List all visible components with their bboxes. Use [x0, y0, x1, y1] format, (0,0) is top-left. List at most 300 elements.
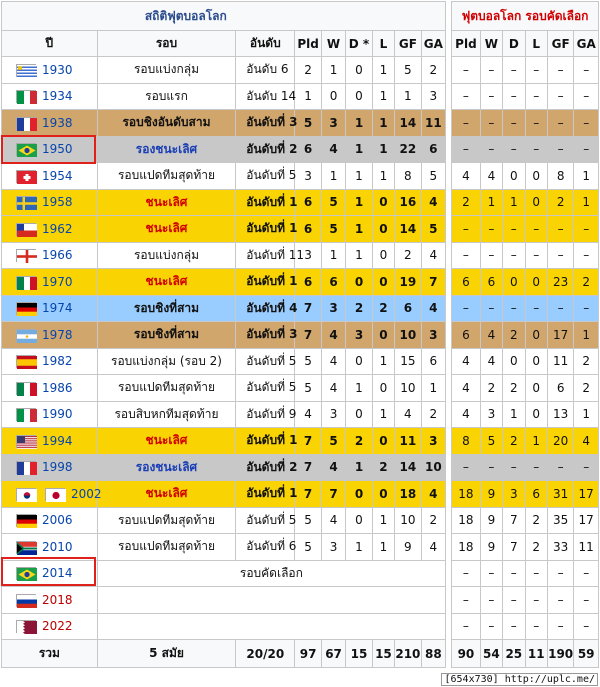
- round-cell: รอบแบ่งกลุ่ม: [97, 242, 236, 269]
- year-link[interactable]: 2018: [42, 592, 73, 607]
- q-stat-cell: 6: [547, 375, 573, 402]
- arg-flag-icon: [16, 329, 36, 342]
- year-cell[interactable]: [2, 401, 98, 428]
- totals-titles: 5 สมัย: [97, 640, 236, 668]
- wc-stat-cell: 1: [372, 163, 394, 190]
- year-link[interactable]: 1958: [42, 195, 73, 210]
- q-stat-cell: 4: [480, 348, 502, 375]
- wc-stat-cell: 1: [346, 163, 372, 190]
- q-stat-cell: 9: [480, 507, 502, 534]
- wc-stat-cell: 4: [321, 454, 345, 481]
- round-cell: รอบแบ่งกลุ่ม: [97, 57, 236, 84]
- table-row: [2, 269, 599, 296]
- totals-q-cell: 54: [480, 640, 502, 668]
- table-row: [2, 481, 599, 508]
- round-cell[interactable]: รองชนะเลิศ: [97, 454, 236, 481]
- q-stat-cell: –: [480, 216, 502, 243]
- wc-stat-cell: 4: [421, 534, 445, 561]
- q-stat-cell: 11: [547, 348, 573, 375]
- qualification-group-header: ฟุตบอลโลก รอบคัดเลือก: [452, 2, 599, 31]
- rank-cell: อันดับที่ 5: [236, 507, 295, 534]
- wc-stat-cell: 2: [421, 507, 445, 534]
- q-stat-cell: –: [574, 136, 599, 163]
- year-cell[interactable]: [2, 269, 98, 296]
- q-stat-cell: –: [574, 560, 599, 587]
- wc-stat-cell: 14: [395, 454, 421, 481]
- rank-cell: อันดับ 14: [236, 83, 295, 110]
- year-cell[interactable]: [2, 216, 98, 243]
- year-link[interactable]: 2010: [42, 539, 73, 554]
- wc-stat-cell: 3: [295, 242, 321, 269]
- wc-stat-cell: 0: [372, 216, 394, 243]
- round-cell[interactable]: ชนะเลิศ: [97, 269, 236, 296]
- year-cell[interactable]: [2, 57, 98, 84]
- rank-cell: อันดับที่ 1: [236, 481, 295, 508]
- q-stat-cell: 11: [574, 534, 599, 561]
- round-header: รอบ: [97, 31, 236, 57]
- q-stat-cell: –: [547, 57, 573, 84]
- totals-wc-cell: 210: [395, 640, 421, 668]
- q-stat-cell: –: [525, 57, 547, 84]
- wc-stat-cell: 0: [346, 57, 372, 84]
- year-cell[interactable]: [2, 507, 98, 534]
- kor-flag-icon: [16, 488, 36, 501]
- wc-stat-cell: 1: [321, 57, 345, 84]
- q-stat-cell: 0: [525, 401, 547, 428]
- chi-flag-icon: [16, 223, 36, 236]
- q-stat-cell: 2: [503, 428, 525, 455]
- wc-stat-cell: 0: [372, 242, 394, 269]
- wc-stat-cell: 3: [295, 163, 321, 190]
- wc-stat-cell: 11: [395, 428, 421, 455]
- wc-stat-cell: 2: [372, 295, 394, 322]
- wc-stat-cell: 4: [321, 375, 345, 402]
- q-stat-cell: 9: [480, 534, 502, 561]
- year-link[interactable]: 1974: [42, 301, 73, 316]
- round-cell: รอบชิงอันดับสาม: [97, 110, 236, 137]
- year-cell[interactable]: [2, 587, 98, 614]
- q-stat-cell: 0: [525, 269, 547, 296]
- q-stat-cell: 8: [452, 428, 481, 455]
- wc-stat-cell: 1: [321, 163, 345, 190]
- qat-flag-icon: [16, 620, 36, 633]
- highlight-box-2014: [1, 557, 96, 586]
- wc-stat-cell: 0: [346, 401, 372, 428]
- round-cell[interactable]: รองชนะเลิศ: [97, 136, 236, 163]
- q-stat-cell: –: [547, 454, 573, 481]
- table-row: [2, 507, 599, 534]
- year-link[interactable]: 2002: [71, 486, 102, 501]
- wc-stat-cell: 1: [372, 110, 394, 137]
- year-link[interactable]: 1990: [42, 407, 73, 422]
- wc-stat-cell: 15: [395, 348, 421, 375]
- q-stat-cell: –: [574, 216, 599, 243]
- q-stat-cell: –: [452, 216, 481, 243]
- q-stat-cell: –: [480, 295, 502, 322]
- q-stat-cell: –: [574, 454, 599, 481]
- q-stat-cell: –: [503, 295, 525, 322]
- table-row: [2, 83, 599, 110]
- wc-stat-cell: 14: [395, 110, 421, 137]
- wc-stat-cell: 5: [295, 507, 321, 534]
- q-col-header-pld: Pld: [452, 31, 481, 57]
- q-stat-cell: –: [452, 242, 481, 269]
- q-stat-cell: –: [547, 560, 573, 587]
- wc-stat-cell: 10: [395, 322, 421, 349]
- year-link[interactable]: 1986: [42, 380, 73, 395]
- year-cell[interactable]: [2, 454, 98, 481]
- year-cell[interactable]: [2, 242, 98, 269]
- q-stat-cell: –: [452, 295, 481, 322]
- wc-stat-cell: 22: [395, 136, 421, 163]
- wc-stat-cell: 0: [346, 481, 372, 508]
- wc-stat-cell: 10: [421, 454, 445, 481]
- wc-stat-cell: 5: [295, 375, 321, 402]
- year-link[interactable]: 1930: [42, 62, 73, 77]
- year-link[interactable]: 1998: [42, 460, 73, 475]
- year-link[interactable]: 2006: [42, 513, 73, 528]
- q-stat-cell: 4: [452, 348, 481, 375]
- wc-stat-cell: 2: [295, 57, 321, 84]
- totals-label: รวม: [2, 640, 98, 668]
- q-stat-cell: 35: [547, 507, 573, 534]
- q-stat-cell: 18: [452, 534, 481, 561]
- rank-cell: อันดับที่ 2: [236, 136, 295, 163]
- q-stat-cell: 0: [525, 322, 547, 349]
- table-row: [2, 613, 599, 640]
- year-cell[interactable]: [2, 322, 98, 349]
- wc-stat-cell: 10: [395, 375, 421, 402]
- round-cell: [97, 613, 445, 640]
- wc-stat-cell: 6: [421, 136, 445, 163]
- wc-stat-cell: 1: [321, 242, 345, 269]
- rank-cell: อันดับที่ 9: [236, 401, 295, 428]
- totals-wc-cell: 67: [321, 640, 345, 668]
- q-stat-cell: –: [480, 83, 502, 110]
- wc-stat-cell: 18: [395, 481, 421, 508]
- totals-row: [2, 640, 599, 668]
- wc-stat-cell: 4: [321, 322, 345, 349]
- wc-stat-cell: 4: [395, 401, 421, 428]
- q-stat-cell: 8: [547, 163, 573, 190]
- year-link[interactable]: 1978: [42, 327, 73, 342]
- year-cell[interactable]: [2, 163, 98, 190]
- mex-flag-icon: [16, 276, 36, 289]
- q-stat-cell: 17: [574, 507, 599, 534]
- wc-stat-cell: 5: [321, 189, 345, 216]
- q-stat-cell: –: [525, 587, 547, 614]
- q-stat-cell: 4: [452, 375, 481, 402]
- q-stat-cell: –: [503, 613, 525, 640]
- wc-stat-cell: 1: [372, 534, 394, 561]
- wc-stat-cell: 6: [421, 348, 445, 375]
- table-row: [2, 57, 599, 84]
- wc-stat-cell: 6: [295, 216, 321, 243]
- q-stat-cell: 2: [480, 375, 502, 402]
- q-stat-cell: –: [480, 110, 502, 137]
- wc-stat-cell: 5: [395, 57, 421, 84]
- q-stat-cell: –: [480, 613, 502, 640]
- wc-stat-cell: 9: [395, 534, 421, 561]
- q-stat-cell: 2: [503, 375, 525, 402]
- q-stat-cell: –: [503, 136, 525, 163]
- q-stat-cell: –: [525, 454, 547, 481]
- wc-stat-cell: 1: [372, 507, 394, 534]
- q-stat-cell: –: [480, 454, 502, 481]
- wc-stat-cell: 1: [346, 454, 372, 481]
- wc-stat-cell: 2: [346, 428, 372, 455]
- watermark: [654x730] http://uplc.me/: [441, 673, 598, 686]
- year-cell[interactable]: [2, 189, 98, 216]
- totals-q-cell: 190: [547, 640, 573, 668]
- round-cell: รอบชิงที่สาม: [97, 322, 236, 349]
- wc-stat-cell: 2: [372, 454, 394, 481]
- wc-stat-cell: 7: [295, 295, 321, 322]
- wc-stat-cell: 4: [421, 242, 445, 269]
- wc-col-header-gf: GF: [395, 31, 421, 57]
- year-link[interactable]: 1954: [42, 168, 73, 183]
- q-col-header-d: D: [503, 31, 525, 57]
- wc-stat-cell: 1: [372, 57, 394, 84]
- round-cell: รอบแปดทีมสุดท้าย: [97, 507, 236, 534]
- wc-stat-cell: 1: [372, 83, 394, 110]
- q-col-header-gf: GF: [547, 31, 573, 57]
- wc-stat-cell: 3: [421, 322, 445, 349]
- rank-cell: อันดับที่ 5: [236, 348, 295, 375]
- q-stat-cell: 4: [574, 428, 599, 455]
- wc-stat-cell: 3: [321, 534, 345, 561]
- year-cell[interactable]: [2, 295, 98, 322]
- q-stat-cell: –: [480, 136, 502, 163]
- round-cell: รอบสิบหกทีมสุดท้าย: [97, 401, 236, 428]
- wc-stat-cell: 0: [372, 375, 394, 402]
- round-cell[interactable]: ชนะเลิศ: [97, 189, 236, 216]
- q-stat-cell: 1: [503, 401, 525, 428]
- q-stat-cell: 4: [452, 401, 481, 428]
- year-link[interactable]: 2022: [42, 619, 73, 634]
- totals-q-cell: 59: [574, 640, 599, 668]
- q-stat-cell: –: [503, 216, 525, 243]
- q-stat-cell: 6: [452, 322, 481, 349]
- rank-cell: อันดับที่ 6: [236, 534, 295, 561]
- q-stat-cell: –: [503, 587, 525, 614]
- q-stat-cell: –: [547, 613, 573, 640]
- eng-flag-icon: [16, 249, 36, 262]
- table-row: [2, 587, 599, 614]
- q-col-header-l: L: [525, 31, 547, 57]
- table-row: [2, 375, 599, 402]
- q-stat-cell: 2: [452, 189, 481, 216]
- rank-cell: อันดับที่ 3: [236, 110, 295, 137]
- rank-cell: อันดับที่ 5: [236, 163, 295, 190]
- wc-stat-cell: 3: [346, 322, 372, 349]
- table-row: [2, 428, 599, 455]
- q-stat-cell: –: [574, 613, 599, 640]
- esp-flag-icon: [16, 355, 36, 368]
- q-stat-cell: 2: [574, 375, 599, 402]
- q-stat-cell: 2: [574, 269, 599, 296]
- year-cell[interactable]: [2, 613, 98, 640]
- q-stat-cell: –: [547, 295, 573, 322]
- wc-stat-cell: 5: [295, 348, 321, 375]
- wc-stat-cell: 5: [421, 163, 445, 190]
- q-stat-cell: 2: [503, 322, 525, 349]
- q-col-header-ga: GA: [574, 31, 599, 57]
- rank-cell: อันดับที่ 5: [236, 375, 295, 402]
- totals-wc-cell: 15: [372, 640, 394, 668]
- wc-stat-cell: 2: [346, 295, 372, 322]
- wc-stat-cell: 19: [395, 269, 421, 296]
- q-stat-cell: 17: [574, 481, 599, 508]
- wc-stat-cell: 3: [321, 295, 345, 322]
- wc-stat-cell: 0: [372, 428, 394, 455]
- wc-stat-cell: 1: [346, 534, 372, 561]
- q-stat-cell: –: [547, 587, 573, 614]
- q-stat-cell: –: [547, 136, 573, 163]
- year-link[interactable]: 1982: [42, 354, 73, 369]
- totals-wc-cell: 15: [346, 640, 372, 668]
- wc-stat-cell: 7: [295, 454, 321, 481]
- q-stat-cell: –: [452, 57, 481, 84]
- wc-stat-cell: 0: [372, 322, 394, 349]
- uru-flag-icon: [16, 64, 36, 77]
- totals-q-cell: 11: [525, 640, 547, 668]
- wc-stat-cell: 8: [395, 163, 421, 190]
- year-link[interactable]: 1938: [42, 115, 73, 130]
- wc-stat-cell: 1: [346, 242, 372, 269]
- table-row: [2, 110, 599, 137]
- q-stat-cell: 3: [480, 401, 502, 428]
- ita-flag-icon: [16, 408, 36, 421]
- q-stat-cell: 9: [480, 481, 502, 508]
- q-stat-cell: –: [503, 242, 525, 269]
- table-row: [2, 401, 599, 428]
- wc-stat-cell: 0: [372, 189, 394, 216]
- wc-stat-cell: 5: [321, 428, 345, 455]
- round-cell: รอบแบ่งกลุ่ม (รอบ 2): [97, 348, 236, 375]
- wc-stat-cell: 4: [421, 189, 445, 216]
- wc-stat-cell: 0: [346, 269, 372, 296]
- q-stat-cell: 0: [503, 269, 525, 296]
- rank-header: อันดับ: [236, 31, 295, 57]
- q-stat-cell: 23: [547, 269, 573, 296]
- year-link[interactable]: 1966: [42, 248, 73, 263]
- q-stat-cell: –: [525, 216, 547, 243]
- q-stat-cell: 1: [525, 428, 547, 455]
- q-stat-cell: 0: [525, 348, 547, 375]
- q-stat-cell: –: [503, 454, 525, 481]
- q-stat-cell: 1: [480, 189, 502, 216]
- q-stat-cell: 13: [547, 401, 573, 428]
- q-stat-cell: 20: [547, 428, 573, 455]
- q-stat-cell: –: [525, 242, 547, 269]
- year-link[interactable]: 1970: [42, 274, 73, 289]
- q-stat-cell: –: [503, 560, 525, 587]
- wc-stat-cell: 2: [421, 401, 445, 428]
- q-stat-cell: –: [480, 57, 502, 84]
- year-link[interactable]: 2014: [42, 566, 73, 581]
- wc-stat-cell: 5: [295, 110, 321, 137]
- table-row: [2, 322, 599, 349]
- q-stat-cell: 2: [547, 189, 573, 216]
- q-stat-cell: 1: [574, 322, 599, 349]
- year-link[interactable]: 1934: [42, 89, 73, 104]
- year-link[interactable]: 1994: [42, 433, 73, 448]
- q-stat-cell: –: [452, 110, 481, 137]
- round-cell[interactable]: ชนะเลิศ: [97, 216, 236, 243]
- year-cell[interactable]: [2, 481, 102, 508]
- q-stat-cell: –: [574, 295, 599, 322]
- year-cell[interactable]: [2, 110, 98, 137]
- wc-stat-cell: 1: [421, 375, 445, 402]
- q-stat-cell: 17: [547, 322, 573, 349]
- totals-rank: 20/20: [236, 640, 295, 668]
- wc-stat-cell: 0: [321, 83, 345, 110]
- wc-stat-cell: 4: [321, 507, 345, 534]
- year-link[interactable]: 1962: [42, 221, 73, 236]
- year-cell[interactable]: [2, 83, 98, 110]
- year-cell[interactable]: [2, 428, 98, 455]
- round-cell[interactable]: ชนะเลิศ: [97, 428, 236, 455]
- q-stat-cell: –: [574, 242, 599, 269]
- wc-stat-cell: 0: [372, 269, 394, 296]
- rank-cell: อันดับที่ 1: [236, 189, 295, 216]
- q-stat-cell: 7: [503, 507, 525, 534]
- wc-stat-cell: 4: [321, 136, 345, 163]
- wc-stat-cell: 1: [346, 136, 372, 163]
- rsa-flag-icon: [16, 541, 36, 554]
- wc-stat-cell: 7: [295, 428, 321, 455]
- q-stat-cell: –: [452, 454, 481, 481]
- round-cell[interactable]: ชนะเลิศ: [97, 481, 236, 508]
- year-cell[interactable]: [2, 375, 98, 402]
- wc-stat-cell: 7: [295, 322, 321, 349]
- wc-stat-cell: 0: [346, 83, 372, 110]
- wc-stat-cell: 6: [295, 269, 321, 296]
- wc-group-header: สถิติฟุตบอลโลก: [295, 2, 446, 31]
- wc-stat-cell: 3: [321, 401, 345, 428]
- wc-stat-cell: 3: [321, 110, 345, 137]
- wc-stat-cell: 4: [321, 348, 345, 375]
- wc-col-header-l: L: [372, 31, 394, 57]
- highlight-box-1950: [1, 135, 96, 164]
- wc-stat-cell: 5: [295, 534, 321, 561]
- year-link[interactable]: 1950: [42, 142, 73, 157]
- ita-flag-icon: [16, 90, 36, 103]
- wc-stat-cell: 6: [395, 295, 421, 322]
- q-stat-cell: –: [547, 83, 573, 110]
- round-cell: รอบแรก: [97, 83, 236, 110]
- wc-stat-cell: 1: [346, 375, 372, 402]
- q-stat-cell: –: [574, 83, 599, 110]
- totals-q-cell: 90: [452, 640, 481, 668]
- q-stat-cell: –: [503, 57, 525, 84]
- year-cell[interactable]: [2, 348, 98, 375]
- q-stat-cell: 4: [452, 163, 481, 190]
- q-col-header-w: W: [480, 31, 502, 57]
- wc-stat-cell: 2: [421, 57, 445, 84]
- q-stat-cell: 31: [547, 481, 573, 508]
- wc-stat-cell: 1: [372, 348, 394, 375]
- q-stat-cell: –: [547, 216, 573, 243]
- round-cell: [97, 587, 445, 614]
- q-stat-cell: 6: [480, 269, 502, 296]
- wc-col-header-ga: GA: [421, 31, 445, 57]
- table-row: [2, 454, 599, 481]
- wc-stat-cell: 6: [295, 189, 321, 216]
- round-cell: รอบแปดทีมสุดท้าย: [97, 534, 236, 561]
- wc-stat-cell: 7: [421, 269, 445, 296]
